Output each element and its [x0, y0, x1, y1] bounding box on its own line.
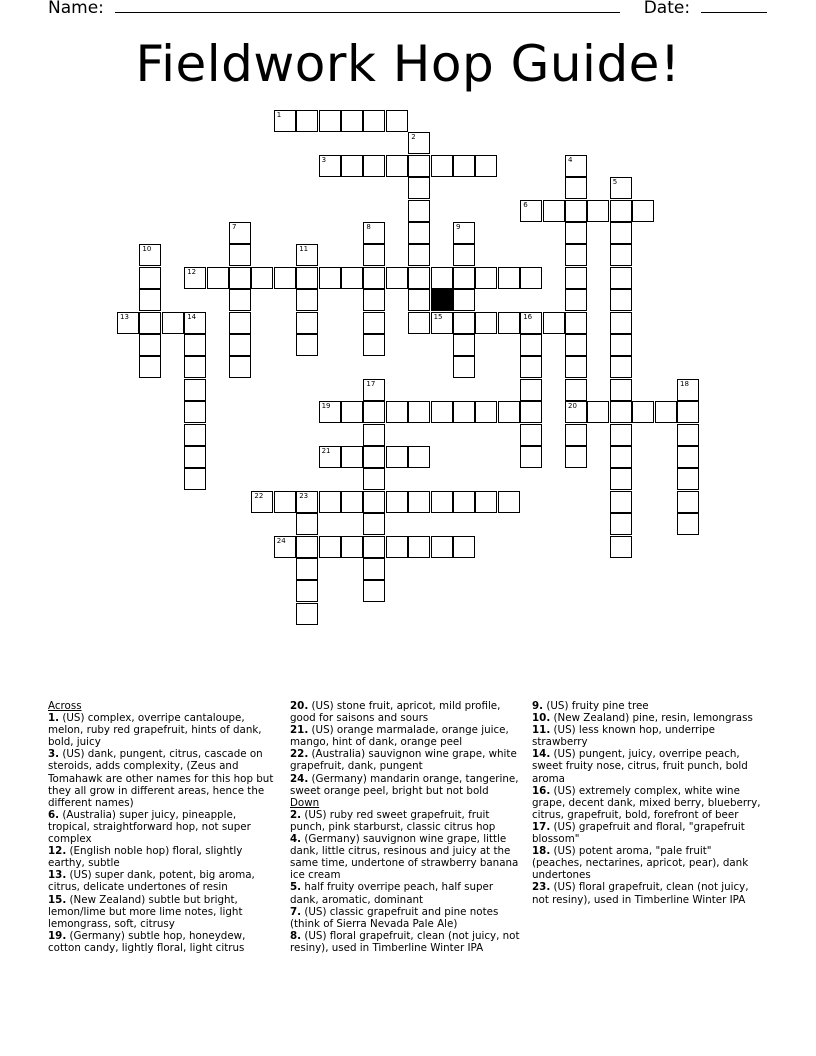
clue-number: 5. — [290, 881, 302, 894]
clue-item — [290, 773, 522, 797]
grid-cell[interactable] — [408, 491, 430, 513]
clue-text: (New Zealand) pine, resin, lemongrass — [553, 712, 753, 725]
grid-cell[interactable] — [610, 289, 632, 311]
grid-cell[interactable] — [520, 446, 542, 468]
grid-cell[interactable] — [610, 177, 632, 199]
grid-cell[interactable] — [184, 401, 206, 423]
grid-cell[interactable] — [296, 513, 318, 535]
clue-item — [48, 869, 280, 893]
grid-cell[interactable] — [453, 222, 475, 244]
clue-column-2 — [290, 700, 522, 954]
clue-item — [290, 809, 522, 833]
grid-cell[interactable] — [184, 379, 206, 401]
grid-cell[interactable] — [475, 491, 497, 513]
cell-number: 20 — [568, 402, 577, 411]
grid-cell[interactable] — [610, 446, 632, 468]
grid-cell[interactable] — [229, 312, 251, 334]
clue-number: 14. — [532, 748, 551, 761]
clue-item — [48, 748, 280, 808]
cell-number: 4 — [568, 155, 573, 164]
cell-number: 19 — [321, 402, 331, 411]
grid-cell[interactable] — [274, 110, 296, 132]
grid-cell[interactable] — [677, 379, 699, 401]
clue-text: (US) dank, pungent, citrus, cascade on steroids, adds complexity, (Zeus and Tomahawk are other names for this hop but they all grow in different areas, hence the different names) — [48, 748, 274, 809]
grid-cell[interactable] — [296, 603, 318, 625]
grid-cell[interactable] — [296, 267, 318, 289]
cell-number: 21 — [321, 447, 331, 455]
grid-cell[interactable] — [296, 312, 318, 334]
grid-cell[interactable] — [184, 446, 206, 468]
clue-column-3 — [532, 700, 764, 906]
grid-cell[interactable] — [408, 177, 430, 199]
clue-number: 1. — [48, 712, 60, 725]
grid-cell[interactable] — [207, 267, 229, 289]
grid-cell[interactable] — [386, 446, 408, 468]
clue-text: (US) super dank, potent, big aroma, citrus, delicate undertones of resin — [48, 869, 255, 894]
cell-number: 12 — [187, 267, 197, 276]
clue-number: 15. — [48, 893, 67, 906]
grid-cell[interactable] — [453, 356, 475, 378]
clue-number: 7. — [290, 905, 302, 918]
grid-cell[interactable] — [677, 468, 699, 490]
grid-cell[interactable] — [296, 244, 318, 266]
clue-heading: Across — [48, 700, 82, 712]
grid-cell[interactable] — [632, 200, 654, 222]
clue-number: 16. — [532, 784, 551, 797]
grid-cell[interactable] — [184, 267, 206, 289]
clue-number: 18. — [532, 845, 551, 858]
grid-cell[interactable] — [520, 200, 542, 222]
grid-cell[interactable] — [363, 267, 385, 289]
cell-number: 6 — [523, 200, 528, 209]
cell-number: 18 — [680, 379, 689, 388]
cell-number: 11 — [299, 245, 309, 254]
clue-number: 6. — [48, 808, 60, 821]
clue-text: (US) classic grapefruit and pine notes (think of Sierra Nevada Pale Ale) — [290, 905, 499, 930]
cell-number: 1 — [276, 111, 282, 119]
grid-cell[interactable] — [408, 155, 430, 177]
grid-cell[interactable] — [408, 200, 430, 222]
clue-number: 24. — [290, 772, 309, 785]
cell-number: 9 — [456, 223, 461, 231]
grid-cell[interactable] — [565, 379, 587, 401]
grid-cell[interactable] — [520, 312, 542, 334]
grid-cell[interactable] — [610, 536, 632, 558]
grid-cell[interactable] — [139, 289, 161, 311]
clue-number: 20. — [290, 700, 309, 712]
name-label: Name: — [48, 0, 104, 18]
grid-cell[interactable] — [251, 267, 273, 289]
grid-cell[interactable] — [431, 491, 453, 513]
grid-cell[interactable] — [341, 536, 363, 558]
grid-cell[interactable] — [408, 289, 430, 311]
grid-cell[interactable] — [363, 401, 385, 423]
grid-cell[interactable] — [610, 334, 632, 356]
clue-text: (US) potent aroma, "pale fruit" (peaches, nectarines, apricot, pear), dank undertones — [532, 845, 749, 882]
clue-text: (Germany) subtle hop, honeydew, cotton candy, lightly floral, light citrus — [48, 929, 246, 954]
grid-cell[interactable] — [587, 200, 609, 222]
clue-text: (Germany) mandarin orange, tangerine, sweet orange peel, bright but not bold — [290, 772, 519, 797]
grid-cell[interactable] — [251, 491, 273, 513]
grid-cell[interactable] — [431, 155, 453, 177]
name-blank[interactable] — [115, 0, 620, 13]
grid-cell[interactable] — [520, 379, 542, 401]
grid-cell[interactable] — [341, 110, 363, 132]
grid-cell[interactable] — [565, 289, 587, 311]
grid-cell[interactable] — [677, 513, 699, 535]
grid-cell[interactable] — [229, 289, 251, 311]
grid-cell[interactable] — [475, 155, 497, 177]
clue-text: (Australia) sauvignon wine grape, white grapefruit, dank, pungent — [290, 748, 517, 773]
grid-cell[interactable] — [296, 536, 318, 558]
grid-cell[interactable] — [453, 334, 475, 356]
clue-item — [48, 930, 280, 954]
grid-cell[interactable] — [408, 312, 430, 334]
grid-cell[interactable] — [139, 312, 161, 334]
grid-cell[interactable] — [363, 334, 385, 356]
grid-cell[interactable] — [229, 222, 251, 244]
grid-cell[interactable] — [565, 200, 587, 222]
grid-cell[interactable] — [610, 244, 632, 266]
grid-cell[interactable] — [296, 580, 318, 602]
grid-cell[interactable] — [610, 424, 632, 446]
grid-cell[interactable] — [453, 244, 475, 266]
clue-item — [532, 821, 764, 845]
grid-cell[interactable] — [565, 424, 587, 446]
grid-cell[interactable] — [408, 222, 430, 244]
grid-cell[interactable] — [565, 312, 587, 334]
grid-cell[interactable] — [363, 110, 385, 132]
grid-cell[interactable] — [453, 155, 475, 177]
clue-number: 22. — [290, 748, 309, 761]
grid-cell[interactable] — [386, 267, 408, 289]
grid-cell[interactable] — [453, 536, 475, 558]
grid-cell[interactable] — [565, 401, 587, 423]
clue-text: (Germany) sauvignon wine grape, little dank, little citrus, resinous and juicy at the same time, undertone of strawberry banana ice cream — [290, 833, 519, 882]
grid-cell[interactable] — [610, 356, 632, 378]
grid-cell[interactable] — [319, 155, 341, 177]
clue-column-1 — [48, 700, 280, 954]
clue-item — [290, 833, 522, 881]
grid-cell[interactable] — [498, 491, 520, 513]
grid-cell[interactable] — [408, 401, 430, 423]
cell-number: 23 — [299, 491, 309, 500]
grid-cell[interactable] — [341, 267, 363, 289]
black-square — [431, 289, 453, 311]
grid-cell[interactable] — [408, 244, 430, 266]
grid-cell[interactable] — [677, 446, 699, 468]
grid-cell[interactable] — [453, 289, 475, 311]
clue-text: (New Zealand) subtle but bright, lemon/lime but more lime notes, light lemongrass, soft, citrusy — [48, 893, 243, 930]
grid-cell[interactable] — [431, 312, 453, 334]
grid-cell[interactable] — [363, 424, 385, 446]
grid-cell[interactable] — [363, 289, 385, 311]
grid-cell[interactable] — [184, 334, 206, 356]
grid-cell[interactable] — [363, 222, 385, 244]
grid-cell[interactable] — [408, 132, 430, 154]
clue-item — [532, 881, 764, 905]
grid-cell[interactable] — [386, 155, 408, 177]
grid-cell[interactable] — [498, 401, 520, 423]
cell-number: 3 — [321, 155, 327, 164]
grid-cell[interactable] — [453, 312, 475, 334]
grid-cell[interactable] — [632, 401, 654, 423]
clue-text: (US) pungent, juicy, overripe peach, sweet fruity nose, citrus, fruit punch, bold aroma — [532, 748, 748, 785]
grid-cell[interactable] — [229, 334, 251, 356]
grid-cell[interactable] — [229, 267, 251, 289]
grid-cell[interactable] — [520, 334, 542, 356]
grid-cell[interactable] — [610, 468, 632, 490]
grid-cell[interactable] — [341, 491, 363, 513]
clue-number: 13. — [48, 869, 67, 882]
clue-text: (US) complex, overripe cantaloupe, melon, ruby red grapefruit, hints of dank, bold, juicy — [48, 712, 262, 749]
grid-cell[interactable] — [363, 379, 385, 401]
grid-cell[interactable] — [520, 356, 542, 378]
grid-cell[interactable] — [296, 558, 318, 580]
cell-number: 16 — [523, 312, 533, 321]
grid-cell[interactable] — [363, 446, 385, 468]
clue-text: (US) floral grapefruit, clean (not juicy, not resiny), used in Timberline Winter IPA — [532, 881, 749, 906]
grid-cell[interactable] — [363, 513, 385, 535]
grid-cell[interactable] — [117, 312, 139, 334]
clue-item — [290, 700, 522, 724]
grid-cell[interactable] — [341, 446, 363, 468]
clue-item — [290, 724, 522, 748]
grid-cell[interactable] — [565, 177, 587, 199]
grid-cell[interactable] — [565, 155, 587, 177]
grid-cell[interactable] — [363, 468, 385, 490]
grid-cell[interactable] — [610, 491, 632, 513]
grid-cell[interactable] — [475, 312, 497, 334]
grid-cell[interactable] — [296, 289, 318, 311]
grid-cell[interactable] — [565, 446, 587, 468]
grid-cell[interactable] — [319, 267, 341, 289]
grid-cell[interactable] — [341, 155, 363, 177]
grid-cell[interactable] — [139, 244, 161, 266]
grid-cell[interactable] — [408, 446, 430, 468]
date-blank[interactable] — [701, 0, 767, 13]
grid-cell[interactable] — [610, 379, 632, 401]
grid-cell[interactable] — [139, 267, 161, 289]
grid-cell[interactable] — [565, 244, 587, 266]
grid-cell[interactable] — [363, 312, 385, 334]
grid-cell[interactable] — [296, 110, 318, 132]
grid-cell[interactable] — [431, 401, 453, 423]
cell-number: 10 — [142, 245, 152, 254]
clue-item — [532, 785, 764, 821]
clue-item — [290, 748, 522, 772]
clue-number: 8. — [290, 929, 302, 942]
clue-number: 2. — [290, 808, 302, 821]
clue-item — [290, 881, 522, 905]
grid-cell[interactable] — [677, 424, 699, 446]
cell-number: 7 — [232, 223, 237, 231]
grid-cell[interactable] — [431, 267, 453, 289]
clue-item — [48, 845, 280, 869]
grid-cell[interactable] — [139, 356, 161, 378]
grid-cell[interactable] — [319, 536, 341, 558]
grid-cell[interactable] — [610, 513, 632, 535]
grid-cell[interactable] — [453, 267, 475, 289]
grid-cell[interactable] — [475, 267, 497, 289]
clue-heading: Down — [290, 796, 320, 809]
grid-cell[interactable] — [319, 446, 341, 468]
clue-number: 9. — [532, 700, 544, 712]
clue-number: 17. — [532, 820, 551, 833]
grid-cell[interactable] — [498, 312, 520, 334]
grid-cell[interactable] — [610, 222, 632, 244]
clue-number: 11. — [532, 724, 551, 737]
grid-cell[interactable] — [408, 267, 430, 289]
grid-cell[interactable] — [565, 267, 587, 289]
clue-number: 19. — [48, 929, 67, 942]
grid-cell[interactable] — [319, 401, 341, 423]
clue-item — [532, 748, 764, 784]
grid-cell[interactable] — [453, 401, 475, 423]
grid-cell[interactable] — [363, 536, 385, 558]
clue-text: (Australia) super juicy, pineapple, tropical, straightforward hop, not super complex — [48, 808, 251, 846]
grid-cell[interactable] — [319, 491, 341, 513]
grid-cell[interactable] — [475, 401, 497, 423]
clue-text: (English noble hop) floral, slightly earthy, subtle — [48, 845, 243, 870]
grid-cell[interactable] — [587, 401, 609, 423]
grid-cell[interactable] — [274, 536, 296, 558]
grid-cell[interactable] — [677, 491, 699, 513]
clue-item — [532, 845, 764, 881]
grid-cell[interactable] — [363, 580, 385, 602]
grid-cell[interactable] — [363, 558, 385, 580]
grid-cell[interactable] — [453, 491, 475, 513]
grid-cell[interactable] — [386, 491, 408, 513]
clue-number: 21. — [290, 724, 309, 737]
cell-number: 22 — [254, 491, 264, 500]
grid-cell[interactable] — [386, 110, 408, 132]
clue-item — [48, 712, 280, 748]
cell-number: 24 — [276, 536, 286, 545]
clue-text: (US) extremely complex, white wine grape, decent dank, mixed berry, blueberry, citrus, grapefruit, bold, forefront of beer — [532, 784, 761, 821]
clue-number: 3. — [48, 748, 60, 761]
grid-cell[interactable] — [655, 401, 677, 423]
date-label: Date: — [643, 0, 691, 18]
grid-cell[interactable] — [386, 536, 408, 558]
clue-text: half fruity overripe peach, half super dank, aromatic, dominant — [290, 881, 494, 906]
grid-cell[interactable] — [274, 491, 296, 513]
clue-number: 10. — [532, 712, 551, 725]
grid-cell[interactable] — [296, 334, 318, 356]
grid-cell[interactable] — [274, 267, 296, 289]
clue-text: (US) stone fruit, apricot, mild profile, good for saisons and sours — [290, 700, 501, 725]
grid-cell[interactable] — [229, 244, 251, 266]
grid-cell[interactable] — [610, 200, 632, 222]
grid-cell[interactable] — [363, 244, 385, 266]
grid-cell[interactable] — [319, 110, 341, 132]
clue-text: (US) fruity pine tree — [546, 700, 649, 712]
cell-number: 17 — [366, 379, 376, 388]
clue-text: (US) orange marmalade, orange juice, mango, hint of dank, orange peel — [290, 724, 509, 749]
clue-item — [290, 906, 522, 930]
grid-cell[interactable] — [498, 267, 520, 289]
clue-number: 4. — [290, 833, 302, 846]
cell-number: 14 — [187, 312, 197, 321]
grid-cell[interactable] — [565, 334, 587, 356]
cell-number: 8 — [366, 223, 371, 231]
grid-cell[interactable] — [363, 155, 385, 177]
clue-item — [290, 930, 522, 954]
grid-cell[interactable] — [610, 401, 632, 423]
grid-cell[interactable] — [184, 356, 206, 378]
cell-number: 15 — [433, 312, 443, 321]
grid-cell[interactable] — [565, 356, 587, 378]
grid-cell[interactable] — [520, 401, 542, 423]
clue-number: 12. — [48, 845, 67, 858]
grid-cell[interactable] — [296, 491, 318, 513]
clue-text: (US) grapefruit and floral, "grapefruit blossom" — [532, 820, 745, 846]
grid-cell[interactable] — [543, 200, 565, 222]
grid-cell[interactable] — [184, 312, 206, 334]
grid-cell[interactable] — [543, 312, 565, 334]
clue-text: (US) ruby red sweet grapefruit, fruit punch, pink starburst, classic citrus hop — [290, 808, 496, 833]
clue-text: (US) less known hop, underripe strawberry — [532, 724, 715, 749]
grid-cell[interactable] — [184, 424, 206, 446]
grid-cell[interactable] — [341, 401, 363, 423]
grid-cell[interactable] — [139, 334, 161, 356]
grid-cell[interactable] — [386, 401, 408, 423]
clue-text: (US) floral grapefruit, clean (not juicy, not resiny), used in Timberline Winter IPA — [290, 929, 520, 954]
page-title: Fieldwork Hop Guide! — [135, 35, 681, 93]
name-date-header — [48, 0, 748, 20]
cell-number: 5 — [612, 178, 618, 187]
grid-cell[interactable] — [610, 267, 632, 289]
grid-cell[interactable] — [184, 468, 206, 490]
grid-cell[interactable] — [162, 312, 184, 334]
grid-cell[interactable] — [363, 491, 385, 513]
grid-cell[interactable] — [408, 536, 430, 558]
cell-number: 13 — [120, 312, 129, 321]
cell-number: 2 — [411, 133, 416, 142]
grid-cell[interactable] — [229, 356, 251, 378]
grid-cell[interactable] — [431, 536, 453, 558]
grid-cell[interactable] — [677, 401, 699, 423]
grid-cell[interactable] — [520, 424, 542, 446]
clue-item — [532, 700, 764, 712]
grid-cell[interactable] — [520, 267, 542, 289]
clue-item — [48, 894, 280, 930]
clue-number: 23. — [532, 881, 551, 894]
clue-item — [532, 712, 764, 724]
grid-cell[interactable] — [610, 312, 632, 334]
grid-cell[interactable] — [565, 222, 587, 244]
clue-item — [48, 809, 280, 845]
clue-item — [532, 724, 764, 748]
